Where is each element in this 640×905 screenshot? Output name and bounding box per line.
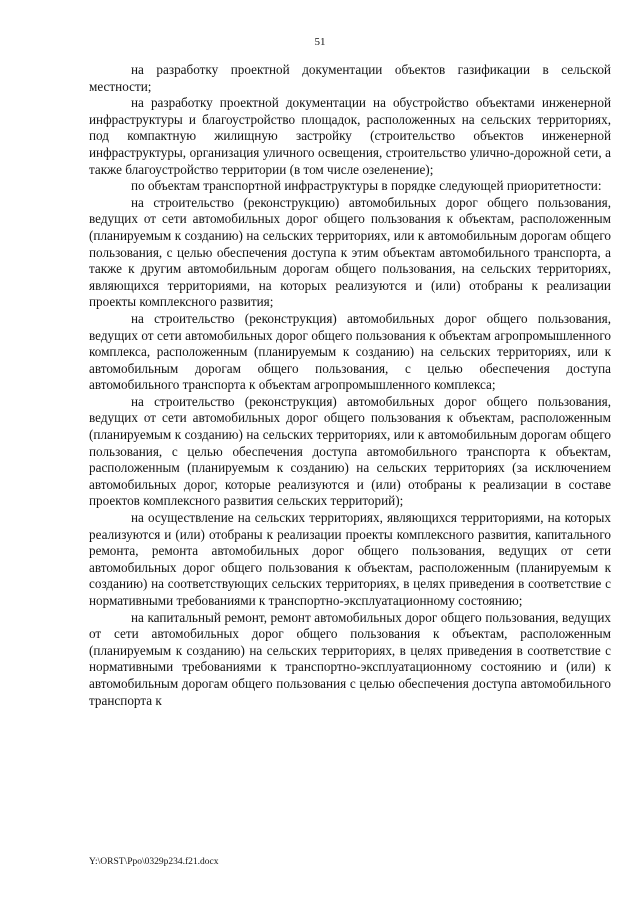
paragraph: на разработку проектной документации на обустройство объектами инженерной инфраструктуры и благоустройство площадок, расположенных на сельских территориях, под компактную жилищную застройку (строительство объектов инженерной инфраструктуры, организация уличного освещения, строительство улично-дорожной сети, а также благоустройство территории (в том числе озеленение);: [89, 95, 611, 177]
paragraph: на осуществление на сельских территориях, являющихся территориями, на которых реализуются и (или) отобраны к реализации проекты комплексного развития, капитального ремонта, ремонта автомобильных дорог общего пользования, ведущих от сети автомобильных дорог общего пользования к объектам, расположенным (планируемым к созданию) на соответствующих сельских территориях, в целях приведения в соответствие с нормативными требованиями к транспортно-эксплуатационному состоянию;: [89, 510, 611, 608]
paragraph: на строительство (реконструкцию) автомобильных дорог общего пользования, ведущих от сети автомобильных дорог общего пользования к объектам, расположенным (планируемым к созданию) на сельских территориях, или к автомобильным дорогам общего пользования, с целью обеспечения доступа к этим объектам автомобильного транспорта, а также к другим автомобильным дорогам общего пользования, на сельских территориях, являющихся территориями, на которых реализуются и (или) отобраны к реализации проекты комплексного развития;: [89, 194, 611, 310]
paragraph: по объектам транспортной инфраструктуры в порядке следующей приоритетности:: [131, 178, 602, 194]
paragraph: на строительство (реконструкция) автомобильных дорог общего пользования, ведущих от сети автомобильных дорог общего пользования к объектам, расположенным (планируемым к созданию) на сельских территориях, или к автомобильным дорогам общего пользования, с целью обеспечения доступа автомобильного транспорта к объектам, расположенным (планируемым к созданию) на сельских территориях (за исключением автомобильных дорог, которые реализуются и (или) отобраны к реализации в составе проектов комплексного развития сельских территорий);: [89, 393, 611, 509]
footer-file-path: Y:\ORST\Ppo\0329p234.f21.docx: [89, 857, 219, 867]
document-body: [89, 62, 611, 709]
paragraph: на капитальный ремонт, ремонт автомобильных дорог общего пользования, ведущих от сети автомобильных дорог общего пользования к объектам, расположенным (планируемым к созданию) на сельских территориях, в целях приведения в соответствие с нормативными требованиями к транспортно-эксплуатационному состоянию и (или) к автомобильным дорогам общего пользования с целью обеспечения доступа автомобильного транспорта к: [89, 609, 611, 708]
paragraph: на строительство (реконструкция) автомобильных дорог общего пользования, ведущих от сети автомобильных дорог общего пользования к объектам агропромышленного комплекса, расположенным (планируемым к созданию) на сельских территориях, или к автомобильным дорогам общего пользования, с целью обеспечения доступа автомобильного транспорта к объектам агропромышленного комплекса;: [89, 310, 611, 393]
paragraph: на разработку проектной документации объектов газификации в сельской местности;: [89, 62, 611, 94]
page-number: 51: [314, 36, 326, 48]
